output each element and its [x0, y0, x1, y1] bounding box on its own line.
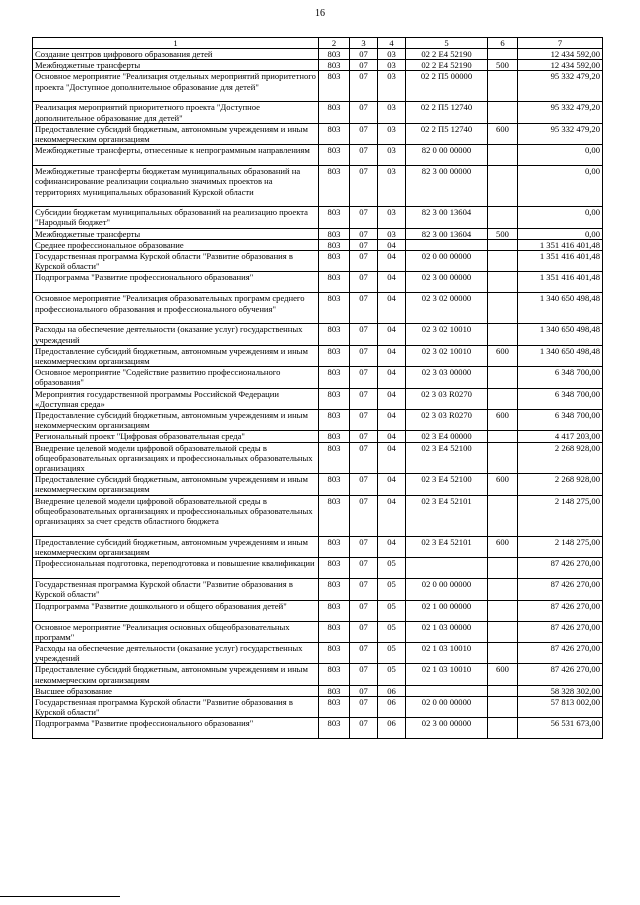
expense-type-code-cell — [488, 442, 518, 474]
expense-type-code-cell — [488, 293, 518, 324]
ministry-code-cell: 803 — [319, 442, 350, 474]
target-article-code-cell: 02 1 03 10010 — [406, 664, 488, 685]
item-name-cell: Мероприятия государственной программы Российской Федерации «Доступная среда» — [33, 388, 319, 409]
target-article-code-cell: 02 3 03 R0270 — [406, 410, 488, 431]
table-row — [33, 324, 603, 345]
ministry-code-cell: 803 — [319, 367, 350, 388]
expense-type-code-cell — [488, 367, 518, 388]
subsection-code-cell: 04 — [378, 388, 406, 409]
ministry-code-cell: 803 — [319, 71, 350, 102]
target-article-code-cell: 02 2 Е4 52190 — [406, 60, 488, 71]
subsection-code-cell: 03 — [378, 207, 406, 228]
item-name-cell: Предоставление субсидий бюджетным, автономным учреждениям и иным некоммерческим организациям — [33, 123, 319, 144]
subsection-code-cell: 04 — [378, 474, 406, 495]
target-article-code-cell: 02 3 03 00000 — [406, 367, 488, 388]
section-code-cell: 07 — [350, 324, 378, 345]
subsection-code-cell: 04 — [378, 495, 406, 536]
subsection-code-cell: 04 — [378, 536, 406, 557]
table-row — [33, 696, 603, 717]
table-row — [33, 410, 603, 431]
section-code-cell: 07 — [350, 410, 378, 431]
target-article-code-cell: 02 0 00 00000 — [406, 579, 488, 600]
item-name-cell: Расходы на обеспечение деятельности (оказание услуг) государственных учреждений — [33, 642, 319, 663]
column-header-target-article: 5 — [406, 38, 488, 49]
ministry-code-cell: 803 — [319, 495, 350, 536]
item-name-cell: Субсидии бюджетам муниципальных образований на реализацию проекта "Народный бюджет" — [33, 207, 319, 228]
item-name-cell: Подпрограмма "Развитие профессионального образования" — [33, 272, 319, 293]
section-code-cell: 07 — [350, 345, 378, 366]
target-article-code-cell: 02 3 02 00000 — [406, 293, 488, 324]
ministry-code-cell: 803 — [319, 228, 350, 239]
expense-type-code-cell: 600 — [488, 664, 518, 685]
amount-cell: 6 348 700,00 — [518, 388, 603, 409]
table-row — [33, 600, 603, 621]
amount-cell: 1 340 650 498,48 — [518, 293, 603, 324]
table-row — [33, 49, 603, 60]
table-row — [33, 474, 603, 495]
target-article-code-cell: 02 1 00 00000 — [406, 600, 488, 621]
expense-type-code-cell — [488, 579, 518, 600]
expense-type-code-cell — [488, 251, 518, 272]
item-name-cell: Государственная программа Курской области "Развитие образования в Курской области" — [33, 696, 319, 717]
target-article-code-cell: 02 2 Е4 52190 — [406, 49, 488, 60]
subsection-code-cell: 04 — [378, 251, 406, 272]
table-row — [33, 60, 603, 71]
target-article-code-cell: 02 0 00 00000 — [406, 251, 488, 272]
section-code-cell: 07 — [350, 293, 378, 324]
amount-cell: 2 268 928,00 — [518, 442, 603, 474]
expense-type-code-cell: 600 — [488, 536, 518, 557]
ministry-code-cell: 803 — [319, 431, 350, 442]
target-article-code-cell: 02 2 П5 00000 — [406, 71, 488, 102]
target-article-code-cell — [406, 558, 488, 579]
ministry-code-cell: 803 — [319, 696, 350, 717]
subsection-code-cell: 03 — [378, 166, 406, 207]
target-article-code-cell: 82 0 00 00000 — [406, 145, 488, 166]
amount-cell: 6 348 700,00 — [518, 410, 603, 431]
subsection-code-cell: 04 — [378, 345, 406, 366]
target-article-code-cell: 82 3 00 00000 — [406, 166, 488, 207]
ministry-code-cell: 803 — [319, 474, 350, 495]
amount-cell: 0,00 — [518, 207, 603, 228]
ministry-code-cell: 803 — [319, 324, 350, 345]
target-article-code-cell: 02 3 00 00000 — [406, 718, 488, 739]
table-row — [33, 442, 603, 474]
expense-type-code-cell — [488, 102, 518, 123]
subsection-code-cell: 03 — [378, 123, 406, 144]
section-code-cell: 07 — [350, 642, 378, 663]
section-code-cell: 07 — [350, 123, 378, 144]
column-header-subsection: 4 — [378, 38, 406, 49]
table-row — [33, 495, 603, 536]
table-row — [33, 718, 603, 739]
ministry-code-cell: 803 — [319, 239, 350, 250]
section-code-cell: 07 — [350, 239, 378, 250]
subsection-code-cell: 04 — [378, 293, 406, 324]
amount-cell: 4 417 203,00 — [518, 431, 603, 442]
item-name-cell: Высшее образование — [33, 685, 319, 696]
amount-cell: 56 531 673,00 — [518, 718, 603, 739]
ministry-code-cell: 803 — [319, 642, 350, 663]
amount-cell: 95 332 479,20 — [518, 102, 603, 123]
section-code-cell: 07 — [350, 696, 378, 717]
section-code-cell: 07 — [350, 49, 378, 60]
section-code-cell: 07 — [350, 664, 378, 685]
amount-cell: 1 351 416 401,48 — [518, 272, 603, 293]
subsection-code-cell: 04 — [378, 431, 406, 442]
table-row — [33, 71, 603, 102]
amount-cell: 12 434 592,00 — [518, 60, 603, 71]
subsection-code-cell: 03 — [378, 228, 406, 239]
amount-cell: 95 332 479,20 — [518, 71, 603, 102]
subsection-code-cell: 03 — [378, 49, 406, 60]
table-row — [33, 664, 603, 685]
table-row — [33, 536, 603, 557]
ministry-code-cell: 803 — [319, 272, 350, 293]
ministry-code-cell: 803 — [319, 102, 350, 123]
target-article-code-cell — [406, 685, 488, 696]
target-article-code-cell: 02 3 Е4 52101 — [406, 495, 488, 536]
subsection-code-cell: 05 — [378, 642, 406, 663]
expense-type-code-cell — [488, 600, 518, 621]
subsection-code-cell: 05 — [378, 558, 406, 579]
expense-type-code-cell: 600 — [488, 474, 518, 495]
ministry-code-cell: 803 — [319, 410, 350, 431]
amount-cell: 57 813 002,00 — [518, 696, 603, 717]
item-name-cell: Предоставление субсидий бюджетным, автономным учреждениям и иным некоммерческим организациям — [33, 474, 319, 495]
target-article-code-cell: 02 1 03 00000 — [406, 621, 488, 642]
expense-type-code-cell — [488, 166, 518, 207]
target-article-code-cell: 02 3 02 10010 — [406, 324, 488, 345]
expense-type-code-cell: 500 — [488, 60, 518, 71]
target-article-code-cell: 02 3 03 R0270 — [406, 388, 488, 409]
item-name-cell: Межбюджетные трансферты — [33, 60, 319, 71]
section-code-cell: 07 — [350, 251, 378, 272]
expense-type-code-cell — [488, 388, 518, 409]
table-row — [33, 621, 603, 642]
target-article-code-cell: 02 3 Е4 52100 — [406, 442, 488, 474]
table-row — [33, 145, 603, 166]
amount-cell: 1 340 650 498,48 — [518, 345, 603, 366]
ministry-code-cell: 803 — [319, 251, 350, 272]
section-code-cell: 07 — [350, 474, 378, 495]
amount-cell: 6 348 700,00 — [518, 367, 603, 388]
ministry-code-cell: 803 — [319, 123, 350, 144]
ministry-code-cell: 803 — [319, 558, 350, 579]
amount-cell: 95 332 479,20 — [518, 123, 603, 144]
item-name-cell: Предоставление субсидий бюджетным, автономным учреждениям и иным некоммерческим организациям — [33, 345, 319, 366]
table-row — [33, 272, 603, 293]
amount-cell: 1 351 416 401,48 — [518, 251, 603, 272]
subsection-code-cell: 03 — [378, 145, 406, 166]
expense-type-code-cell — [488, 696, 518, 717]
subsection-code-cell: 05 — [378, 664, 406, 685]
expense-type-code-cell — [488, 718, 518, 739]
item-name-cell: Межбюджетные трансферты — [33, 228, 319, 239]
expense-type-code-cell — [488, 145, 518, 166]
section-code-cell: 07 — [350, 207, 378, 228]
table-body — [33, 49, 603, 739]
section-code-cell: 07 — [350, 442, 378, 474]
section-code-cell: 07 — [350, 536, 378, 557]
item-name-cell: Межбюджетные трансферты бюджетам муниципальных образований на софинансирование реализации социально значимых проектов на территориях муниципальных образований Курской области — [33, 166, 319, 207]
expense-type-code-cell — [488, 621, 518, 642]
ministry-code-cell: 803 — [319, 579, 350, 600]
item-name-cell: Региональный проект "Цифровая образовательная среда" — [33, 431, 319, 442]
ministry-code-cell: 803 — [319, 49, 350, 60]
subsection-code-cell: 03 — [378, 71, 406, 102]
amount-cell: 87 426 270,00 — [518, 664, 603, 685]
ministry-code-cell: 803 — [319, 685, 350, 696]
ministry-code-cell: 803 — [319, 145, 350, 166]
subsection-code-cell: 04 — [378, 239, 406, 250]
item-name-cell: Создание центров цифрового образования детей — [33, 49, 319, 60]
subsection-code-cell: 05 — [378, 600, 406, 621]
subsection-code-cell: 04 — [378, 324, 406, 345]
table-row — [33, 642, 603, 663]
target-article-code-cell: 02 3 Е4 52101 — [406, 536, 488, 557]
budget-table — [32, 37, 603, 739]
expense-type-code-cell: 600 — [488, 345, 518, 366]
section-code-cell: 07 — [350, 367, 378, 388]
expense-type-code-cell: 500 — [488, 228, 518, 239]
item-name-cell: Предоставление субсидий бюджетным, автономным учреждениям и иным некоммерческим организациям — [33, 664, 319, 685]
subsection-code-cell: 04 — [378, 442, 406, 474]
item-name-cell: Основное мероприятие "Реализация образовательных программ среднего профессионального образования и профессионального обучения" — [33, 293, 319, 324]
amount-cell: 2 148 275,00 — [518, 536, 603, 557]
amount-cell: 2 148 275,00 — [518, 495, 603, 536]
amount-cell: 1 351 416 401,48 — [518, 239, 603, 250]
amount-cell: 87 426 270,00 — [518, 600, 603, 621]
table-row — [33, 558, 603, 579]
ministry-code-cell: 803 — [319, 60, 350, 71]
item-name-cell: Среднее профессиональное образование — [33, 239, 319, 250]
item-name-cell: Межбюджетные трансферты, отнесенные к непрограммным направлениям — [33, 145, 319, 166]
expense-type-code-cell: 600 — [488, 123, 518, 144]
item-name-cell: Государственная программа Курской области "Развитие образования в Курской области" — [33, 251, 319, 272]
column-header-section: 3 — [350, 38, 378, 49]
target-article-code-cell: 02 3 Е4 00000 — [406, 431, 488, 442]
section-code-cell: 07 — [350, 579, 378, 600]
subsection-code-cell: 04 — [378, 272, 406, 293]
amount-cell: 87 426 270,00 — [518, 642, 603, 663]
item-name-cell: Предоставление субсидий бюджетным, автономным учреждениям и иным некоммерческим организациям — [33, 536, 319, 557]
table-row — [33, 239, 603, 250]
column-header-expense-type: 6 — [488, 38, 518, 49]
subsection-code-cell: 04 — [378, 410, 406, 431]
amount-cell: 12 434 592,00 — [518, 49, 603, 60]
table-row — [33, 102, 603, 123]
section-code-cell: 07 — [350, 558, 378, 579]
item-name-cell: Подпрограмма "Развитие дошкольного и общего образования детей" — [33, 600, 319, 621]
table-row — [33, 123, 603, 144]
amount-cell: 58 328 302,00 — [518, 685, 603, 696]
target-article-code-cell: 02 3 Е4 52100 — [406, 474, 488, 495]
target-article-code-cell: 02 1 03 10010 — [406, 642, 488, 663]
item-name-cell: Реализация мероприятий приоритетного проекта "Доступное дополнительное образование для детей" — [33, 102, 319, 123]
section-code-cell: 07 — [350, 272, 378, 293]
expense-type-code-cell — [488, 431, 518, 442]
table-row — [33, 293, 603, 324]
section-code-cell: 07 — [350, 600, 378, 621]
expense-type-code-cell: 600 — [488, 410, 518, 431]
table-row — [33, 166, 603, 207]
subsection-code-cell: 05 — [378, 579, 406, 600]
section-code-cell: 07 — [350, 431, 378, 442]
target-article-code-cell: 02 0 00 00000 — [406, 696, 488, 717]
section-code-cell: 07 — [350, 621, 378, 642]
ministry-code-cell: 803 — [319, 207, 350, 228]
ministry-code-cell: 803 — [319, 388, 350, 409]
target-article-code-cell: 02 2 П5 12740 — [406, 123, 488, 144]
ministry-code-cell: 803 — [319, 536, 350, 557]
section-code-cell: 07 — [350, 685, 378, 696]
expense-type-code-cell — [488, 49, 518, 60]
subsection-code-cell: 06 — [378, 696, 406, 717]
column-header-amount: 7 — [518, 38, 603, 49]
item-name-cell: Внедрение целевой модели цифровой образовательной среды в общеобразовательных организациях и профессиональных образовательных организациях — [33, 442, 319, 474]
expense-type-code-cell — [488, 272, 518, 293]
section-code-cell: 07 — [350, 145, 378, 166]
table-row — [33, 251, 603, 272]
item-name-cell: Подпрограмма "Развитие профессионального образования" — [33, 718, 319, 739]
subsection-code-cell: 05 — [378, 621, 406, 642]
subsection-code-cell: 06 — [378, 718, 406, 739]
section-code-cell: 07 — [350, 166, 378, 207]
target-article-code-cell: 02 2 П5 12740 — [406, 102, 488, 123]
subsection-code-cell: 03 — [378, 60, 406, 71]
ministry-code-cell: 803 — [319, 621, 350, 642]
item-name-cell: Предоставление субсидий бюджетным, автономным учреждениям и иным некоммерческим организациям — [33, 410, 319, 431]
ministry-code-cell: 803 — [319, 718, 350, 739]
section-code-cell: 07 — [350, 495, 378, 536]
section-code-cell: 07 — [350, 388, 378, 409]
footnote-divider — [0, 896, 120, 897]
header-row — [33, 38, 603, 49]
expense-type-code-cell — [488, 495, 518, 536]
item-name-cell: Основное мероприятие "Содействие развитию профессионального образования" — [33, 367, 319, 388]
target-article-code-cell — [406, 239, 488, 250]
expense-type-code-cell — [488, 685, 518, 696]
subsection-code-cell: 03 — [378, 102, 406, 123]
item-name-cell: Основное мероприятие "Реализация основных общеобразовательных программ" — [33, 621, 319, 642]
subsection-code-cell: 04 — [378, 367, 406, 388]
item-name-cell: Государственная программа Курской области "Развитие образования в Курской области" — [33, 579, 319, 600]
ministry-code-cell: 803 — [319, 166, 350, 207]
section-code-cell: 07 — [350, 718, 378, 739]
subsection-code-cell: 06 — [378, 685, 406, 696]
item-name-cell: Профессиональная подготовка, переподготовка и повышение квалификации — [33, 558, 319, 579]
amount-cell: 0,00 — [518, 228, 603, 239]
item-name-cell: Внедрение целевой модели цифровой образовательной среды в общеобразовательных организациях и профессиональных образовательных организациях за счет средств областного бюджета — [33, 495, 319, 536]
table-row — [33, 367, 603, 388]
table-row — [33, 207, 603, 228]
amount-cell: 0,00 — [518, 145, 603, 166]
amount-cell: 87 426 270,00 — [518, 558, 603, 579]
target-article-code-cell: 02 3 00 00000 — [406, 272, 488, 293]
expense-type-code-cell — [488, 558, 518, 579]
table-row — [33, 431, 603, 442]
amount-cell: 2 268 928,00 — [518, 474, 603, 495]
ministry-code-cell: 803 — [319, 345, 350, 366]
expense-type-code-cell — [488, 71, 518, 102]
expense-type-code-cell — [488, 642, 518, 663]
section-code-cell: 07 — [350, 60, 378, 71]
expense-type-code-cell — [488, 324, 518, 345]
table-row — [33, 345, 603, 366]
page-number: 16 — [315, 8, 325, 19]
column-header-name: 1 — [33, 38, 319, 49]
ministry-code-cell: 803 — [319, 293, 350, 324]
section-code-cell: 07 — [350, 102, 378, 123]
expense-type-code-cell — [488, 207, 518, 228]
target-article-code-cell: 02 3 02 10010 — [406, 345, 488, 366]
ministry-code-cell: 803 — [319, 664, 350, 685]
item-name-cell: Основное мероприятие "Реализация отдельных мероприятий приоритетного проекта "Доступное дополнительное образование для детей" — [33, 71, 319, 102]
target-article-code-cell: 82 3 00 13604 — [406, 228, 488, 239]
column-header-ministry: 2 — [319, 38, 350, 49]
table-row — [33, 388, 603, 409]
amount-cell: 1 340 650 498,48 — [518, 324, 603, 345]
section-code-cell: 07 — [350, 71, 378, 102]
amount-cell: 0,00 — [518, 166, 603, 207]
table-row — [33, 685, 603, 696]
target-article-code-cell: 82 3 00 13604 — [406, 207, 488, 228]
expense-type-code-cell — [488, 239, 518, 250]
item-name-cell: Расходы на обеспечение деятельности (оказание услуг) государственных учреждений — [33, 324, 319, 345]
table-row — [33, 228, 603, 239]
section-code-cell: 07 — [350, 228, 378, 239]
amount-cell: 87 426 270,00 — [518, 579, 603, 600]
table-row — [33, 579, 603, 600]
amount-cell: 87 426 270,00 — [518, 621, 603, 642]
ministry-code-cell: 803 — [319, 600, 350, 621]
